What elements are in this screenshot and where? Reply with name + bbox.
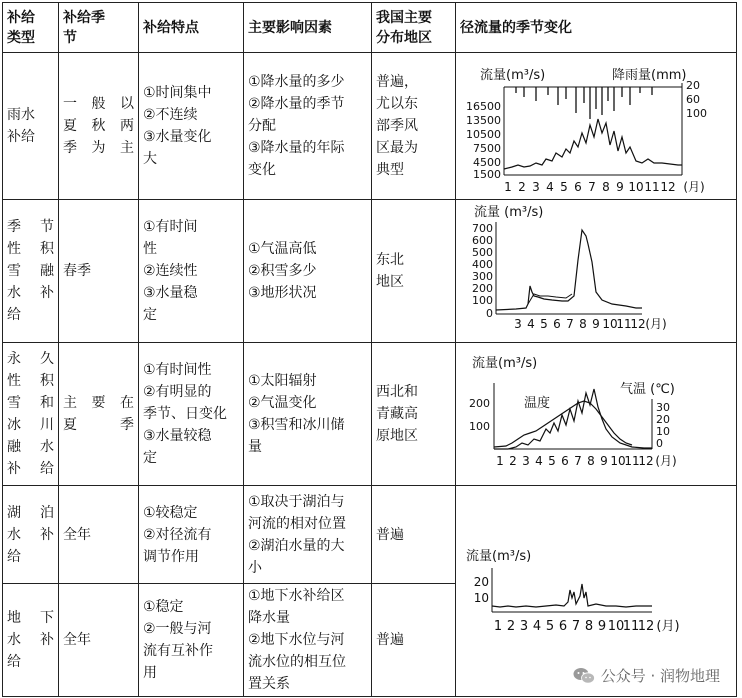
ground-xtick: 10	[607, 619, 625, 634]
glacier-xtick: 9	[600, 454, 608, 468]
type-cell: 季节 性积 雪融 水补 给	[3, 200, 59, 343]
glacier-xtick: 8	[587, 454, 595, 468]
snow-xtick: 11	[616, 317, 632, 331]
features-cell: ①有时间 性 ②连续性 ③水量稳 定	[139, 200, 244, 343]
ground-xtick: 1	[493, 619, 503, 634]
ground-ytick: 20	[473, 575, 489, 589]
water-supply-table	[2, 2, 737, 697]
rain-y2tick: 20	[686, 79, 700, 92]
ground-xtick: 4	[532, 619, 542, 634]
rain-ytick: 7500	[473, 142, 501, 155]
header-type: 补给 类型	[3, 3, 59, 53]
snow-chart-cell	[456, 200, 737, 343]
region-cell: 普遍， 尤以东 部季风 区最为 典型	[372, 53, 456, 200]
snow-ytick: 300	[472, 270, 493, 283]
snow-xtick: 4	[527, 317, 535, 331]
ground-xtick: 6	[558, 619, 568, 634]
wechat-icon	[573, 667, 595, 685]
region-cell: 普遍	[372, 584, 456, 697]
snowmelt-runoff-chart	[456, 200, 737, 342]
glacier-y2tick: 0	[656, 437, 663, 450]
snow-ytick: 600	[472, 234, 493, 247]
rain-xtick: 11	[644, 180, 660, 194]
snow-ytick: 100	[472, 294, 493, 307]
glacier-xtick: 1	[496, 454, 504, 468]
ground-xtick: 8	[584, 619, 594, 634]
type-cell: 地下 水补 给	[3, 584, 59, 697]
rain-xtick: 3	[532, 180, 540, 194]
features-cell: ①较稳定 ②对径流有 调节作用	[139, 486, 244, 584]
season-cell: 春季	[59, 200, 139, 343]
glacier-y2tick: 20	[656, 413, 670, 426]
rain-xtick: 6	[574, 180, 582, 194]
rain-xtick: 2	[518, 180, 526, 194]
features-cell: ①时间集中 ②不连续 ③水量变化 大	[139, 53, 244, 200]
rain-runoff-chart	[456, 53, 737, 199]
region-cell: 东北 地区	[372, 200, 456, 343]
snow-xtick: 7	[566, 317, 574, 331]
snow-y-label: 流量 (m³/s)	[474, 205, 544, 220]
region-cell: 普遍	[372, 486, 456, 584]
type-cell: 雨水 补给	[3, 53, 59, 200]
glacier-ytick: 200	[469, 397, 490, 410]
rain-y2tick: 100	[686, 107, 707, 120]
table-row-snowmelt	[3, 200, 737, 343]
rain-xtick: 1	[504, 180, 512, 194]
rain-y-label: 流量(m³/s)	[480, 68, 546, 83]
rain-xunit: (月)	[683, 180, 705, 194]
rain-y2tick: 60	[686, 93, 700, 106]
header-row	[3, 3, 737, 53]
glacier-xtick: 4	[535, 454, 543, 468]
rain-xtick: 5	[560, 180, 568, 194]
rain-ytick: 4500	[473, 156, 501, 169]
glacier-xtick: 5	[548, 454, 556, 468]
glacier-y2-label: 气温 (℃)	[620, 382, 675, 397]
snow-xtick: 10	[602, 317, 618, 331]
snow-ytick: 0	[486, 307, 493, 320]
table-row-lake	[3, 486, 737, 584]
rain-xtick: 9	[616, 180, 624, 194]
snow-ytick: 500	[472, 246, 493, 259]
ground-y-label: 流量(m³/s)	[466, 549, 532, 564]
rain-ytick: 16500	[466, 100, 501, 113]
watermark-text: 公众号 · 润物地理	[600, 667, 720, 685]
rain-xtick: 8	[602, 180, 610, 194]
glacier-runoff-chart	[456, 343, 737, 485]
factors-cell: ①地下水补给区 降水量 ②地下水位与河 流水位的相互位 置关系	[244, 584, 372, 697]
glacier-ytick: 100	[469, 420, 490, 433]
header-season: 补给季 节	[59, 3, 139, 53]
rain-xtick: 7	[588, 180, 596, 194]
glacier-y2tick: 30	[656, 401, 670, 414]
factors-cell: ①降水量的多少 ②降水量的季节 分配 ③降水量的年际 变化	[244, 53, 372, 200]
ground-xtick: 5	[545, 619, 555, 634]
glacier-xunit: (月)	[655, 454, 677, 468]
glacier-y2tick: 10	[656, 425, 670, 438]
rain-ytick: 13500	[466, 114, 501, 127]
header-features: 补给特点	[139, 3, 244, 53]
season-cell: 全年	[59, 486, 139, 584]
ground-xunit: (月)	[656, 619, 680, 634]
ground-xtick: 11	[622, 619, 640, 634]
region-cell: 西北和 青藏高 原地区	[372, 343, 456, 486]
glacier-xtick: 6	[561, 454, 569, 468]
rain-ytick: 1500	[473, 168, 501, 181]
ground-xtick: 7	[571, 619, 581, 634]
snow-xtick: 12	[630, 317, 646, 331]
type-cell: 湖泊 水补 给	[3, 486, 59, 584]
ground-xtick: 12	[637, 619, 655, 634]
glacier-xtick: 12	[638, 454, 654, 468]
header-region: 我国主要 分布地区	[372, 3, 456, 53]
glacier-y-label: 流量(m³/s)	[472, 356, 538, 371]
ground-xtick: 3	[519, 619, 529, 634]
season-cell: 一般以 夏秋两 季为主	[59, 53, 139, 200]
rain-chart-cell	[456, 53, 737, 200]
ground-xtick: 9	[597, 619, 607, 634]
ground-ytick: 10	[473, 591, 489, 605]
factors-cell: ①取决于湖泊与 河流的相对位置 ②湖泊水量的大 小	[244, 486, 372, 584]
snow-xtick: 9	[592, 317, 600, 331]
glacier-xtick: 2	[509, 454, 517, 468]
table-row-glacier	[3, 343, 737, 486]
features-cell: ①稳定 ②一般与河 流有互补作 用	[139, 584, 244, 697]
header-chart: 径流量的季节变化	[456, 3, 737, 53]
rain-xtick: 10	[628, 180, 644, 194]
type-cell: 永久 性积 雪和 冰川 融水 补给	[3, 343, 59, 486]
factors-cell: ①气温高低 ②积雪多少 ③地形状况	[244, 200, 372, 343]
header-factors: 主要影响因素	[244, 3, 372, 53]
glacier-xtick: 3	[522, 454, 530, 468]
factors-cell: ①太阳辐射 ②气温变化 ③积雪和冰川储 量	[244, 343, 372, 486]
rain-xtick: 4	[546, 180, 554, 194]
glacier-xtick: 7	[574, 454, 582, 468]
glacier-xtick: 10	[610, 454, 626, 468]
glacier-chart-cell	[456, 343, 737, 486]
season-cell: 主要在 夏季	[59, 343, 139, 486]
season-cell: 全年	[59, 584, 139, 697]
snow-ytick: 700	[472, 222, 493, 235]
snow-ytick: 400	[472, 258, 493, 271]
table-row-rain	[3, 53, 737, 200]
ground-xtick: 2	[506, 619, 516, 634]
snow-xunit: (月)	[645, 317, 667, 331]
watermark	[573, 665, 720, 686]
snow-xtick: 8	[579, 317, 587, 331]
snow-xtick: 6	[553, 317, 561, 331]
rain-xtick: 12	[660, 180, 676, 194]
snow-xtick: 5	[540, 317, 548, 331]
features-cell: ①有时间性 ②有明显的 季节、日变化 ③水量较稳 定	[139, 343, 244, 486]
rain-ytick: 10500	[466, 128, 501, 141]
snow-ytick: 200	[472, 282, 493, 295]
glacier-xtick: 11	[624, 454, 640, 468]
glacier-temp-label: 温度	[524, 396, 551, 411]
rain-y2-label: 降雨量(mm)	[612, 68, 687, 83]
snow-xtick: 3	[514, 317, 522, 331]
